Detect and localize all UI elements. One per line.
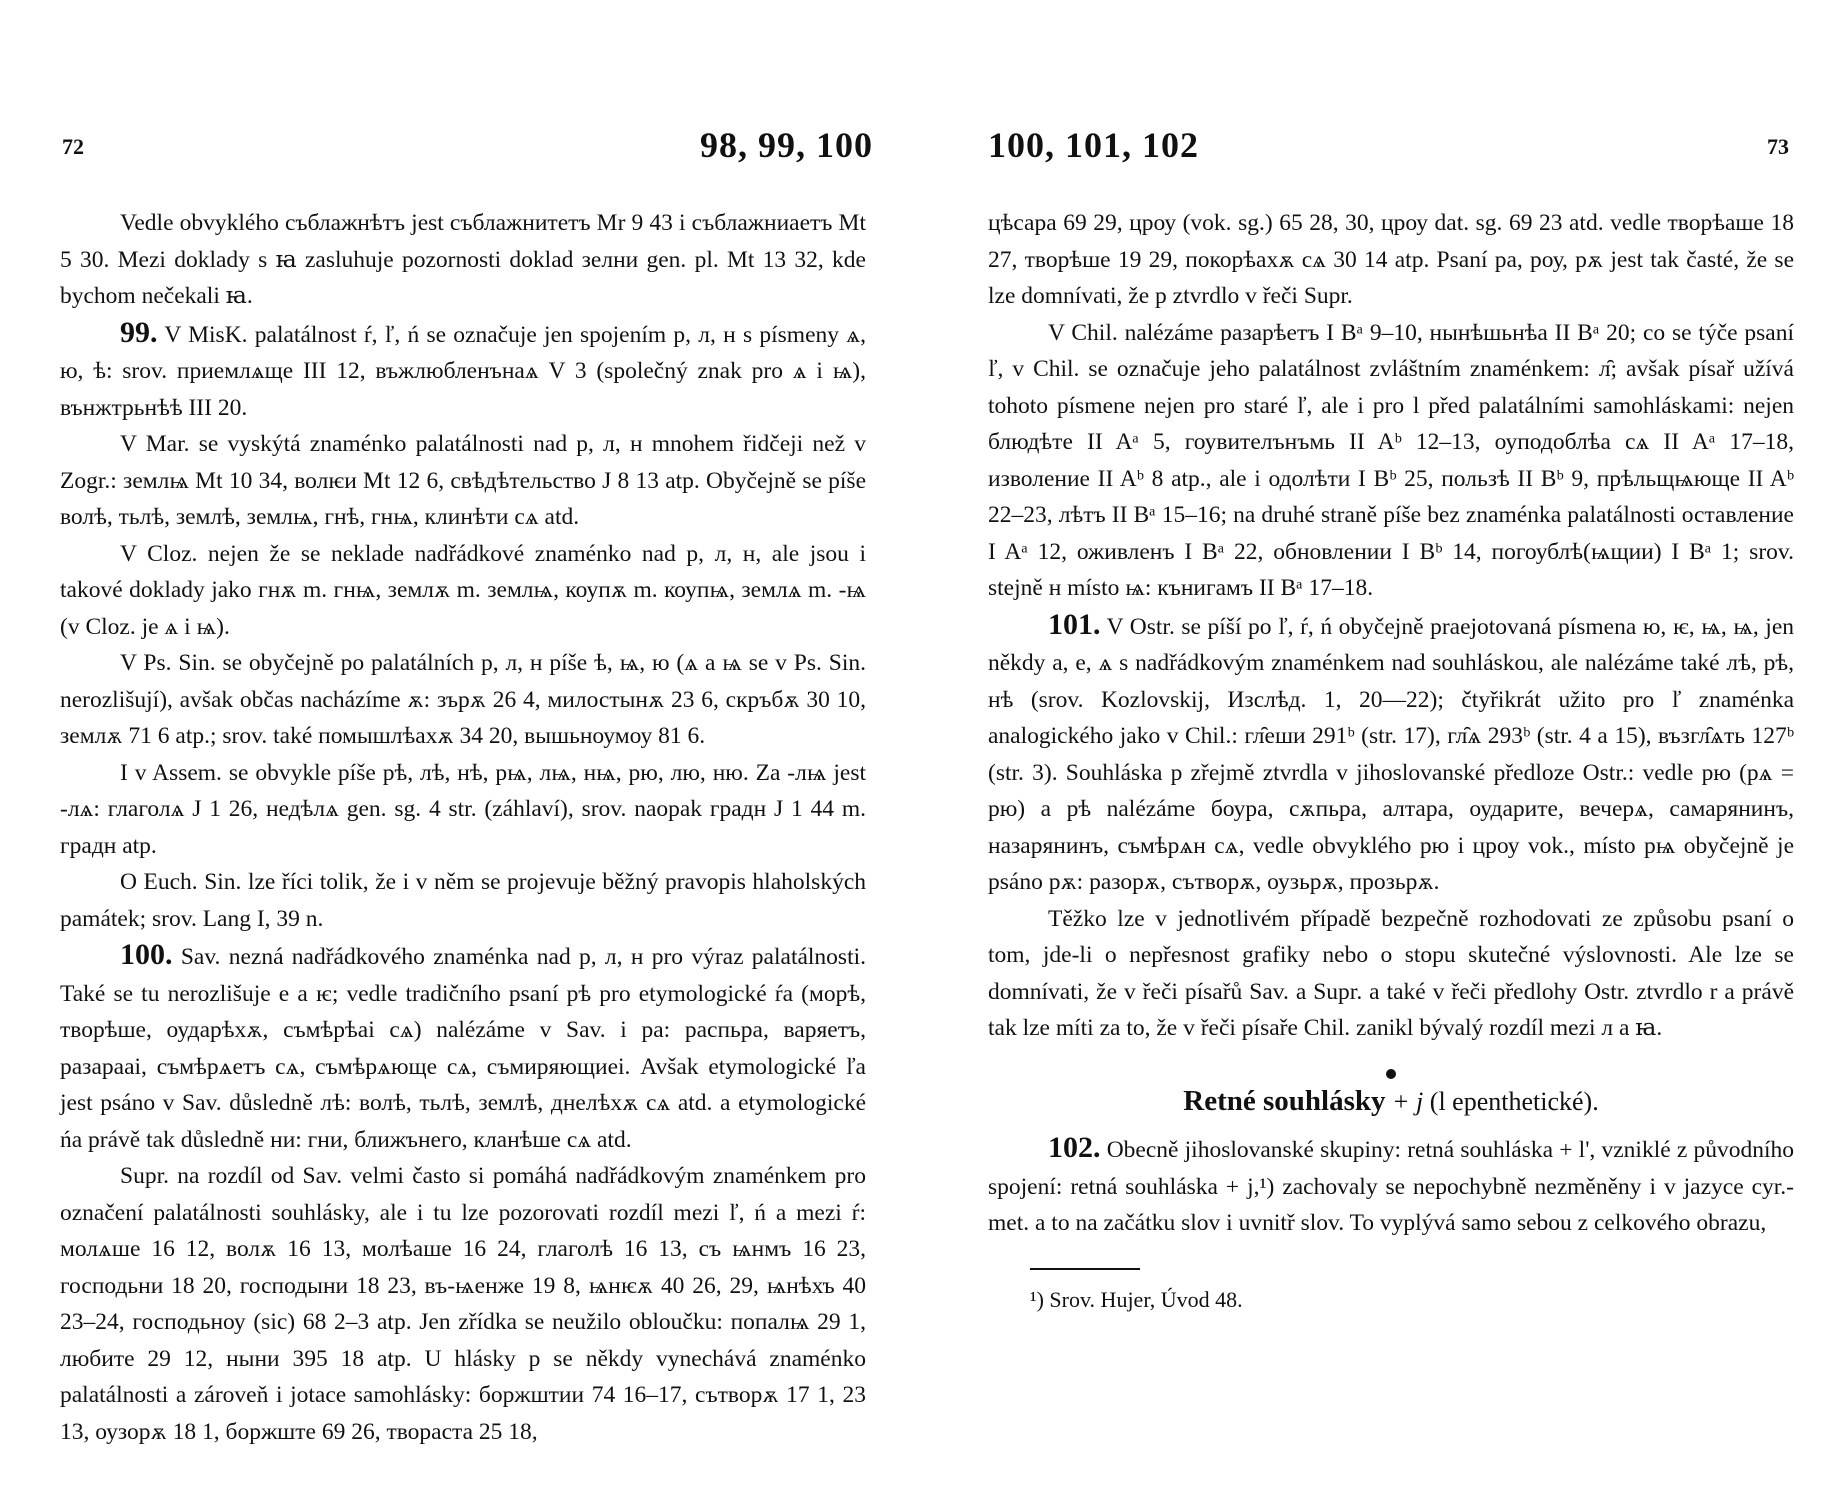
right-page bbox=[922, 0, 1844, 1500]
footnote: ¹) Srov. Hujer, Úvod 48. bbox=[1030, 1286, 1243, 1312]
section-heading bbox=[988, 1069, 1794, 1121]
page-number: 72 bbox=[62, 134, 84, 159]
paragraph bbox=[60, 315, 866, 427]
paragraph-text: V Ps. Sin. se obyčejně po palatálních р, л, н píše ѣ, ѩ, ю (ѧ a ѩ se v Ps. Sin. nerozlišují), avšak občas nacházíme ѫ: зърѫ 26 4, милостынѫ 23 6, скръбѫ 30 10, землѫ 71 6 atp.; srov. také помышлѣахѫ 34 20, вышьноумоу 81 6. bbox=[60, 650, 866, 749]
paragraph bbox=[60, 864, 866, 937]
right-paragraphs bbox=[988, 205, 1794, 1047]
paragraph-text: V Cloz. nejen že se neklade nadřádkové znaménko nad р, л, н, ale jsou i takové doklady jako гнѫ m. гнѩ, землѫ m. землѩ, коупѫ m. коупѩ, землѧ m. -ѩ (v Cloz. je ѧ i ѩ). bbox=[60, 540, 866, 640]
paragraph bbox=[60, 205, 866, 315]
paragraph bbox=[60, 536, 866, 646]
footnote-rule bbox=[1030, 1268, 1140, 1270]
paragraph bbox=[988, 205, 1794, 315]
paragraph-text: Obecně jihoslovanské skupiny: retná souhláska + l', vzniklé z původního spojení: retná souhláska + j,¹) zachovaly se nepochybně nezměněny i v jazyce cyr.-met. a to na začátku slov i uvnitř slov. To vyplývá samo sebou z celkového obrazu, bbox=[988, 1137, 1794, 1236]
paragraph bbox=[60, 426, 866, 536]
running-head: 98, 99, 100 bbox=[700, 125, 873, 165]
paragraph-text: Těžko lze v jednotlivém případě bezpečně rozhodovati ze způsobu psaní o tom, jde-li o nepřesnost grafiky nebo o stopu skutečné výslovnosti. Ale lze se domnívati, že v řeči písařů Sav. a Supr. a také v řeči předlohy Ostr. ztvrdlo r a právě tak lze míti za to, že v řeči písaře Chil. zanikl bývalý rozdíl mezi л a ꙗ. bbox=[988, 905, 1794, 1041]
right-text-column bbox=[988, 205, 1794, 1318]
paragraph-text: Vedle obvyklého съблажнѣтъ jest съблажнитетъ Mr 9 43 i съблажниаетъ Mt 5 30. Mezi doklady s ꙗ zasluhuje pozornosti doklad зелни gen. pl. Mt 13 32, kde bychom nečekali ꙗ. bbox=[60, 210, 866, 309]
heading-rest: (l epenthetické). bbox=[1429, 1086, 1599, 1116]
page-number: 73 bbox=[1767, 134, 1789, 159]
section-number: 101. bbox=[1048, 607, 1101, 641]
paragraph-text: V MisK. palatálnost ŕ, ľ, ń se označuje jen spojením р, л, н s písmeny ѧ, ю, ѣ: srov. приемлѧще III 12, въжлюбленънаѧ V 3 (společný znak pro ѧ i ѩ), вънжтрьнѣѣ III 20. bbox=[60, 321, 866, 421]
paragraph-text: O Euch. Sin. lze říci tolik, že i v něm se projevuje běžný pravopis hlaholských památek; srov. Lang I, 39 n. bbox=[60, 869, 866, 932]
section-number: 102. bbox=[1048, 1131, 1101, 1164]
paragraph-text: V Chil. nalézáme разарѣетъ I Bᵃ 9–10, нынѣшьнѣа II Bᵃ 20; co se týče psaní ľ, v Chil. se označuje jeho palatálnost zvláštním znaménkem: л̑; avšak písař užívá tohoto písmene nejen pro staré ľ, ale i pro l před palatálními samohláskami: nejen блюдѣте II Aᵃ 5, гоувителънъмь II Aᵇ 12–13, оуподоблѣа сѧ II Aᵃ 17–18, изволение II Aᵇ 8 atp., ale i одолѣти I Bᵇ 25, пользѣ II Bᵇ 9, прѣльщѩюще II Aᵇ 22–23, лѣтъ II Bᵃ 15–16; na druhé straně píše bez znaménka palatálnosti оставление I Aᵃ 12, оживленъ I Bᵃ 22, обновлении I Bᵇ 14, погоублѣ(ѩщии) I Bᵃ 1; srov. stejně н místo ѩ: кънигамъ II Bᵃ 17–18. bbox=[988, 319, 1794, 601]
paragraph-text: Sav. nezná nadřádkového znaménka nad р, л, н pro výraz palatálnosti. Také se tu nerozlišuje е a ѥ; vedle tradičního psaní рѣ pro etymologické ŕa (морѣ, творѣше, оударѣхѫ, съмѣрѣаі сѧ) nalézáme v Sav. i ра: распьра, варяетъ, разарааі, съмѣрѧетъ сѧ, съмѣрѧюще сѧ, съмиряющиеі. Avšak etymologické ľa jest psáno v Sav. důsledně лѣ: волѣ, тьлѣ, землѣ, днелѣхѫ сѧ atd. a etymologické ńa právě tak důsledně ни: гни, ближънего, кланѣше сѧ atd. bbox=[60, 944, 867, 1153]
left-text-column bbox=[60, 205, 866, 1450]
bullet-dot bbox=[1386, 1069, 1396, 1079]
paragraph-text: Supr. na rozdíl od Sav. velmi často si pomáhá nadřádkovým znaménkem pro označení palatálnosti souhlásky, ale i tu lze pozorovati rozdíl mezi ľ, ń a mezi ŕ: молѧше 16 12, волѫ 16 13, молѣаше 16 24, глаголѣ 16 13, съ ѩнмъ 16 23, господьни 18 20, господыни 18 23, въ-ѩенже 19 8, ѩнѥѫ 40 26, 29, ѩнѣхъ 40 23–24, господьноу (sic) 68 2–3 atp. Jen zřídka se neužilo obloučku: попалѩ 29 1, любите 29 12, ныни 395 18 atp. U hlásky р se někdy vynechává znaménko palatálnosti a zároveň i jotace samohlásky: боржштии 74 16–17, сътворѫ 17 1, 23 13, оузорѫ 18 1, боржште 69 26, твораста 25 18, bbox=[60, 1163, 866, 1445]
section-number: 100. bbox=[120, 938, 173, 971]
paragraph bbox=[60, 755, 866, 865]
paragraph bbox=[988, 315, 1794, 607]
paragraph-text: цѣсара 69 29, цроу (vok. sg.) 65 28, 30, цроу dat. sg. 69 23 atd. vedle творѣаше 18 27, творѣше 19 29, покорѣахѫ сѧ 30 14 atp. Psaní ра, роу, рѫ jest tak časté, že se lze domnívati, že р ztvrdlo v řeči Supr. bbox=[988, 210, 1794, 309]
section-number: 99. bbox=[120, 315, 158, 349]
paragraph bbox=[988, 901, 1794, 1047]
paragraph bbox=[60, 937, 866, 1158]
paragraph-102 bbox=[988, 1130, 1794, 1242]
paragraph bbox=[60, 1158, 866, 1450]
paragraph-text: V Ostr. se píší po ľ, ŕ, ń obyčejně praejotovaná písmena ю, ѥ, ѩ, ѩ, jen někdy а, е, ѧ s nadřádkovým znaménkem nad souhláskou, ale nalézáme také лѣ, рѣ, нѣ (srov. Kozlovskij, Изслѣд. 1, 20—22); čtyřikrát užito pro ľ znaménka analogického jako v Chil.: гл̑еши 291ᵇ (str. 17), гл̑ѧ 293ᵇ (str. 4 a 15), възгл̑ѧть 127ᵇ (str. 3). Souhláska р zřejmě ztvrdla v jihoslovanské předloze Ostr.: vedle рю (рѧ = рю) a рѣ nalézáme боура, сѫпьра, алтара, оударите, вечерѧ, самарянинъ, назарянинъ, съмѣрѧн сѧ, vedle obvyklého рю i цроу vok., místo рѩ obyčejně je psáno рѫ: разорѫ, сътворѫ, оузьрѫ, прозьрѫ. bbox=[988, 613, 1795, 895]
paragraph-text: I v Assem. se obvykle píše рѣ, лѣ, нѣ, рѩ, лѩ, нѩ, рю, лю, ню. Za -лѩ jest -лѧ: глаголѧ J 1 26, недѣлѧ gen. sg. 4 str. (záhlaví), srov. naopak градн J 1 44 m. градн atp. bbox=[60, 759, 866, 859]
running-head: 100, 101, 102 bbox=[988, 125, 1199, 165]
heading-bold: Retné souhlásky bbox=[1183, 1084, 1386, 1117]
paragraph bbox=[60, 645, 866, 755]
paragraph-text: V Mar. se vyskýtá znaménko palatálnosti nad р, л, н mnohem řidčeji než v Zogr.: землѩ Mt 10 34, волѥи Mt 12 6, свѣдѣтельство J 8 13 atp. Obyčejně se píše волѣ, тьлѣ, землѣ, землѩ, гнѣ, гнѩ, клинѣти сѧ atd. bbox=[60, 431, 866, 530]
paragraph bbox=[988, 607, 1794, 901]
heading-plus: + j bbox=[1392, 1086, 1424, 1116]
